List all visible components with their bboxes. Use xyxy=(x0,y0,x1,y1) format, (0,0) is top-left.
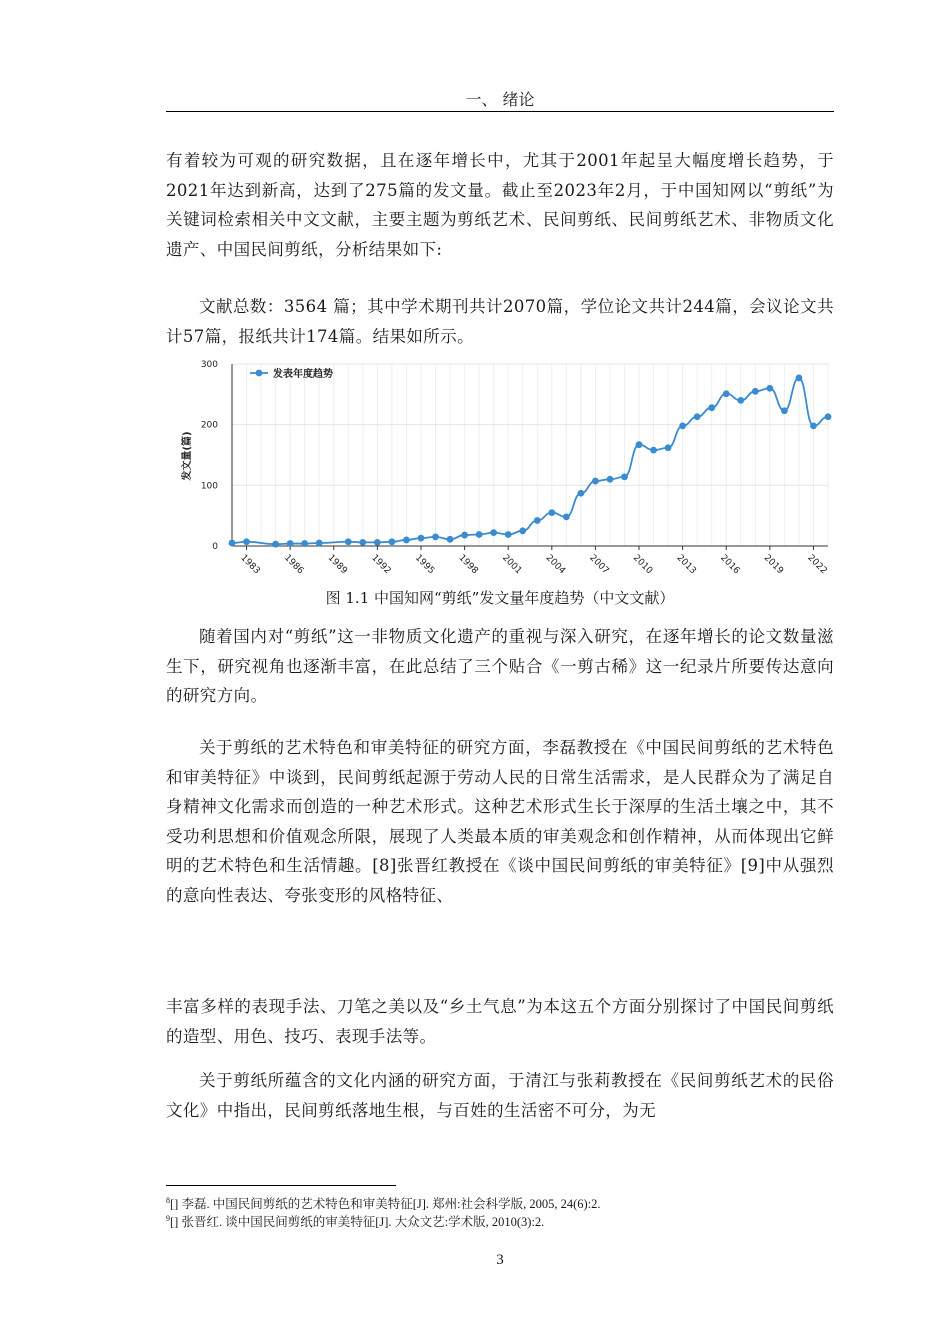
running-header: 一、 绪论 xyxy=(465,90,535,109)
legend-label: 发表年度趋势 xyxy=(273,369,333,380)
x-tick-label: 1983 xyxy=(238,553,262,576)
x-tick-label: 2001 xyxy=(500,553,524,576)
data-point xyxy=(766,385,773,392)
data-point xyxy=(563,513,570,520)
data-point xyxy=(737,397,744,404)
data-point xyxy=(272,541,279,548)
data-point xyxy=(418,535,425,542)
data-point xyxy=(708,404,715,411)
data-point xyxy=(592,478,599,485)
data-point xyxy=(694,413,701,420)
header-rule xyxy=(166,111,834,112)
data-point xyxy=(796,375,803,382)
x-tick-label: 2016 xyxy=(718,553,742,576)
x-tick-label: 2004 xyxy=(543,553,567,576)
data-point xyxy=(519,527,526,534)
data-point xyxy=(287,540,294,547)
data-point xyxy=(316,540,323,547)
footnote-text: [] 张晋红. 谈中国民间剪纸的审美特征[J]. 大众文艺:学术版, 2010(3):2. xyxy=(170,1215,545,1230)
chart-grid xyxy=(232,364,828,546)
data-point xyxy=(490,529,497,536)
footnote-mark: 8 xyxy=(166,1196,170,1205)
data-point xyxy=(476,531,483,538)
data-point xyxy=(548,509,555,516)
footnote-mark: 9 xyxy=(166,1214,170,1223)
footnote-rule xyxy=(166,1185,396,1186)
y-tick-label: 300 xyxy=(200,360,218,370)
legend-marker xyxy=(256,370,263,377)
trend-chart xyxy=(176,356,836,576)
paragraph-2: 文献总数：3564 篇；其中学术期刊共计2070篇，学位论文共计244篇，会议论文共计57篇，报纸共计174篇。结果如所示。 xyxy=(166,297,834,346)
data-point xyxy=(723,390,730,397)
data-point xyxy=(665,444,672,451)
data-point xyxy=(432,534,439,541)
x-tick-label: 2013 xyxy=(674,553,698,576)
y-axis-label: 发文量(篇) xyxy=(182,431,193,481)
x-tick-label: 1986 xyxy=(282,553,306,576)
data-point xyxy=(301,540,308,547)
data-point xyxy=(243,538,250,545)
x-tick-label: 2022 xyxy=(805,553,829,576)
data-point xyxy=(534,517,541,524)
data-point xyxy=(229,540,236,547)
data-point xyxy=(679,422,686,429)
x-tick-label: 1995 xyxy=(412,553,437,576)
x-tick-label: 2010 xyxy=(630,553,655,576)
data-point xyxy=(621,473,628,480)
x-tick-label: 1989 xyxy=(325,553,349,576)
data-point xyxy=(359,539,366,546)
data-point xyxy=(752,388,759,395)
data-point xyxy=(389,538,396,545)
paragraph-6: 关于剪纸所蕴含的文化内涵的研究方面，于清江与张莉教授在《民间剪纸艺术的民俗文化》中指出，民间剪纸落地生根，与百姓的生活密不可分，为无 xyxy=(166,1071,834,1120)
paragraph-1: 有着较为可观的研究数据，且在逐年增长中，尤其于2001年起呈大幅度增长趋势，于2021年达到新高，达到了275篇的发文量。截止至2023年2月，于中国知网以“剪纸”为关键词检索相关中文文献，主要主题为剪纸艺术、民间剪纸、民间剪纸艺术、非物质文化遗产、中国民间剪纸，分析结果如下: xyxy=(166,151,834,259)
data-point xyxy=(447,536,454,543)
data-point xyxy=(810,422,817,429)
chart-legend xyxy=(250,367,333,380)
x-tick-label: 1998 xyxy=(456,553,480,576)
y-tick-label: 200 xyxy=(200,420,218,431)
data-point xyxy=(577,490,584,497)
data-point xyxy=(403,537,410,544)
data-point xyxy=(607,476,614,483)
footnote-9 xyxy=(166,1211,834,1230)
data-point xyxy=(345,538,352,545)
data-point xyxy=(650,447,657,454)
data-point xyxy=(374,539,381,546)
figure-caption: 图 1.1 中国知网“剪纸”发文量年度趋势（中文文献） xyxy=(325,589,675,607)
footnote-8 xyxy=(166,1193,834,1212)
data-point xyxy=(505,531,512,538)
y-tick-label: 100 xyxy=(200,481,218,492)
data-point xyxy=(781,407,788,414)
x-tick-label: 2007 xyxy=(587,553,611,576)
paragraph-5: 丰富多样的表现手法、刀笔之美以及“乡土气息”为本这五个方面分别探讨了中国民间剪纸的造型、用色、技巧、表现手法等。 xyxy=(166,997,834,1046)
paragraph-3: 随着国内对“剪纸”这一非物质文化遗产的重视与深入研究，在逐年增长的论文数量滋生下，研究视角也逐渐丰富，在此总结了三个贴合《一剪古稀》这一纪录片所要传达意向的研究方向。 xyxy=(166,627,834,705)
y-tick-label: 0 xyxy=(212,542,218,552)
data-point xyxy=(461,532,468,539)
data-point xyxy=(636,441,643,448)
data-point xyxy=(825,413,832,420)
x-tick-label: 2019 xyxy=(761,553,786,576)
footnote-text: [] 李磊. 中国民间剪纸的艺术特色和审美特征[J]. 郑州:社会科学版, 2005, 24(6):2. xyxy=(170,1197,601,1212)
page-number: 3 xyxy=(496,1252,504,1268)
paragraph-4: 关于剪纸的艺术特色和审美特征的研究方面，李磊教授在《中国民间剪纸的艺术特色和审美特征》中谈到，民间剪纸起源于劳动人民的日常生活需求，是人民群众为了满足自身精神文化需求而创造的一种艺术形式。这种艺术形式生长于深厚的生活土壤之中，其不受功利思想和价值观念所限，展现了人类最本质的审美观念和创作精神，从而体现出它鲜明的艺术特色和生活情趣。[8]张晋红教授在《谈中国民间剪纸的审美特征》[9]中从强烈的意向性表达、夸张变形的风格特征、 xyxy=(166,738,834,905)
x-tick-label: 1992 xyxy=(369,553,393,576)
